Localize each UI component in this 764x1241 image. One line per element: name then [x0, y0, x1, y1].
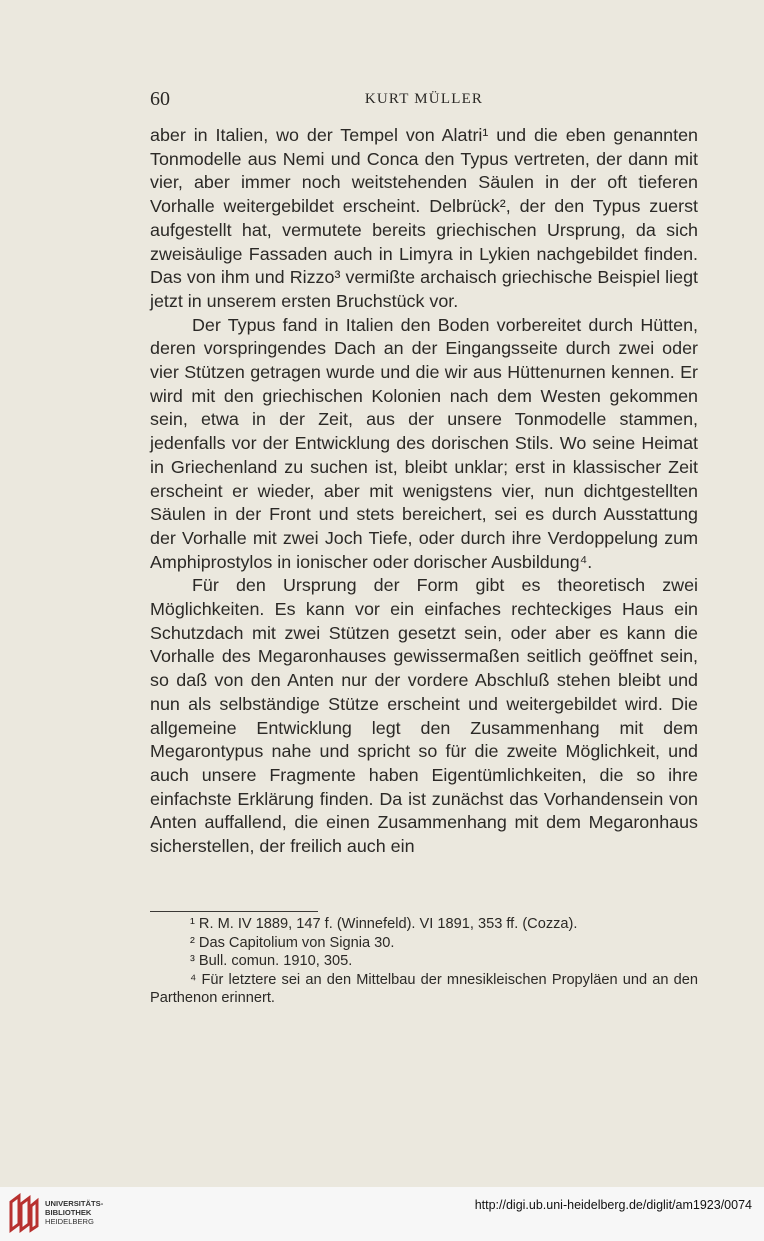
page-number: 60 — [150, 88, 170, 110]
footnotes — [150, 915, 698, 1008]
footnote-1: ¹ R. M. IV 1889, 147 f. (Winnefeld). VI 1891, 353 ff. (Cozza). — [190, 916, 578, 932]
footnote-4: ⁴ Für letztere sei an den Mittelbau der mnesikleischen Propyläen und an den Parthenon erinnert. — [150, 971, 698, 1006]
paragraph-3: Für den Ursprung der Form gibt es theoretisch zwei Möglichkeiten. Es kann vor ein einfaches rechteckiges Haus ein Schutzdach mit zwei Stützen gesetzt sein, oder aber es kann die Vorhalle des Megaronhauses gewissermaßen seitlich geöffnet sein, so daß von den Anten nur der vordere Abschluß stehen bleibt und nun als selbständige Stütze erscheint und weitergebildet wird. Die allgemeine Entwicklung legt den Zusammenhang mit dem Megarontypus nahe und spricht so für die zweite Möglichkeit, und auch unsere Fragmente haben Eigentümlichkeiten, die so ihre einfachste Erklärung finden. Da ist zunächst das Vorhandensein von Anten auffallend, die einen Zusammenhang mit dem Megaronhaus sicherstellen, der freilich auch ein — [150, 575, 698, 857]
logo-line-2: BIBLIOTHEK — [45, 1208, 92, 1217]
page-header — [150, 88, 698, 114]
source-url-link[interactable]: http://digi.ub.uni-heidelberg.de/diglit/am1923/0074 — [474, 1198, 752, 1212]
logo-line-1: UNIVERSITÄTS- — [45, 1199, 104, 1208]
paragraph-1: aber in Italien, wo der Tempel von Alatri¹ und die eben genannten Tonmodelle aus Nemi und Conca den Typus vertreten, der dann mit vier, aber immer noch weitstehenden Säulen in der oft tieferen Vorhalle weitergebildet erscheint. Delbrück², der den Typus zuerst aufgestellt hat, vermutete bereits griechischen Ursprung, da sich zweisäulige Fassaden auch in Limyra in Lykien nachgebildet finden. Das von ihm und Rizzo³ vermißte archaisch griechische Beispiel liegt jetzt in unserem ersten Bruchstück vor. — [150, 125, 698, 311]
footnote-separator — [150, 911, 318, 912]
library-logo-text — [45, 1199, 103, 1226]
logo-line-3: HEIDELBERG — [45, 1217, 94, 1226]
library-logo-icon — [7, 1192, 39, 1234]
body-text — [150, 124, 698, 859]
running-head: KURT MÜLLER — [364, 91, 484, 107]
footnote-2: ² Das Capitolium von Signia 30. — [190, 934, 395, 951]
paragraph-2: Der Typus fand in Italien den Boden vorbereitet durch Hütten, deren vorspringendes Dach an der Eingangsseite durch zwei oder vier Stützen getragen wurde und die wir aus Hüttenurnen kennen. Er wird mit den griechischen Kolonien nach dem Westen gekommen sein, etwa in der Zeit, aus der unsere Tonmodelle stammen, jedenfalls vor der Entwicklung des dorischen Stils. Wo seine Heimat in Griechenland zu suchen ist, bleibt unklar; erst in klassischer Zeit erscheint er wieder, aber mit wenigstens vier, nun dichtgestellten Säulen in der Front und stets bereichert, sei es durch Ausstattung der Vorhalle mit zwei Joch Tiefe, oder durch ihre Verdoppelung zum Amphiprostylos in ionischer oder dorischer Ausbildung⁴. — [150, 314, 698, 572]
footnote-3: ³ Bull. comun. 1910, 305. — [190, 953, 353, 969]
library-footer — [0, 1187, 764, 1241]
